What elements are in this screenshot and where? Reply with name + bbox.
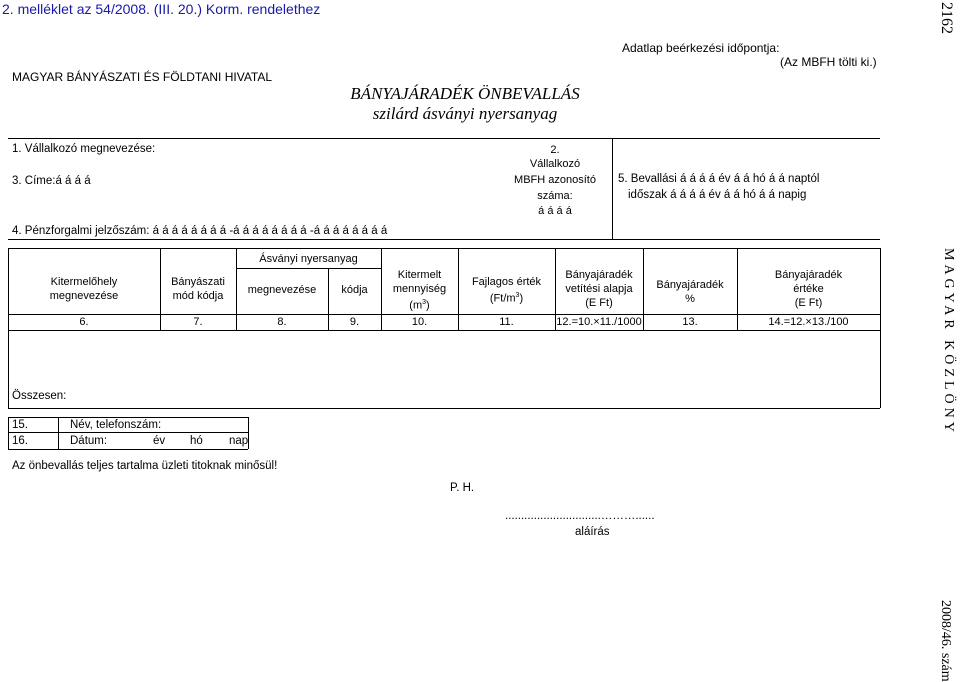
col-number: 11. <box>499 316 514 328</box>
col-number: 9. <box>349 316 360 328</box>
field-mbfh-id-num: 2. <box>550 144 560 156</box>
field-address: 3. Címe:á á á á <box>12 175 91 187</box>
field-mbfh-id-label-3: száma: <box>537 190 573 202</box>
col-number: 6. <box>79 316 89 328</box>
col-header-royalty-base: Bányajáradék vetítési alapja (E Ft) <box>565 269 633 309</box>
field-bank-account: 4. Pénzforgalmi jelzőszám: á á á á á á á á -á á á á á á á á -á á á á á á á á <box>12 225 388 237</box>
col-header-royalty-percent: Bányajáradék % <box>656 279 724 305</box>
row-16-day: nap <box>229 435 249 447</box>
col-number: 12.=10.×11./1000 <box>556 316 642 328</box>
row-16-year: év <box>153 435 166 447</box>
receipt-date-label: Adatlap beérkezési időpontja: <box>622 41 780 55</box>
col-header-unit-value: Fajlagos érték $(Ft/m^3)$ <box>471 276 542 305</box>
col-number: 10. <box>411 316 428 328</box>
col-header-mineral-code: kódja <box>341 284 368 296</box>
form-title: BÁNYAJÁRADÉK ÖNBEVALLÁS <box>350 84 580 103</box>
col-number: 13. <box>682 316 698 328</box>
signature-line: ..............................………...... <box>505 510 655 522</box>
confidentiality-note: Az önbevallás teljes tartalma üzleti titoknak minősül! <box>12 460 278 472</box>
page-number: 2162 <box>938 2 955 34</box>
total-label: Összesen: <box>12 390 67 402</box>
col-number: 14.=12.×13./100 <box>768 316 849 328</box>
col-header-mining-mode: Bányászati mód kódja <box>171 276 225 302</box>
field-mbfh-id-label-1: Vállalkozó <box>529 158 581 170</box>
annex-reference: 2. melléklet az 54/2008. (III. 20.) Korm. rendelethez <box>2 1 321 17</box>
col-header-quantity: Kitermelt mennyiség $(m^3)$ <box>392 269 447 312</box>
col-header-royalty-value: Bányajáradék értéke (E Ft) <box>774 269 843 309</box>
field-mbfh-id-boxes: á á á á <box>538 205 572 217</box>
field-mbfh-id-label-2: MBFH azonosító <box>514 174 596 186</box>
stamp-label: P. H. <box>450 482 475 494</box>
journal-title: MAGYAR KÖZLÖNY <box>941 248 956 436</box>
form-subtitle: szilárd ásványi nyersanyag <box>372 104 558 123</box>
field-period-to: időszak á á á á év á á hó á á napig <box>628 189 807 201</box>
row-16-month: hó <box>190 435 203 447</box>
field-period-from: 5. Bevallási á á á á év á á hó á á naptól <box>618 173 820 185</box>
col-header-mineral: Ásványi nyersanyag <box>259 253 358 265</box>
signature-label: aláírás <box>575 526 610 538</box>
field-contractor-name: 1. Vállalkozó megnevezése: <box>12 143 156 155</box>
col-header-site: Kitermelőhely megnevezése <box>49 276 119 302</box>
col-number: 7. <box>193 316 203 328</box>
mbfh-fill-note: (Az MBFH tölti ki.) <box>780 55 877 69</box>
row-16-label: Dátum: <box>70 435 108 447</box>
col-number: 8. <box>277 316 287 328</box>
row-15-label: Név, telefonszám: <box>70 419 162 431</box>
row-15-number: 15. <box>12 419 28 431</box>
row-16-number: 16. <box>12 435 28 447</box>
issue-label: 2008/46. szám <box>938 600 953 682</box>
col-header-mineral-name: megnevezése <box>247 284 317 296</box>
agency-name: MAGYAR BÁNYÁSZATI ÉS FÖLDTANI HIVATAL <box>12 70 273 84</box>
